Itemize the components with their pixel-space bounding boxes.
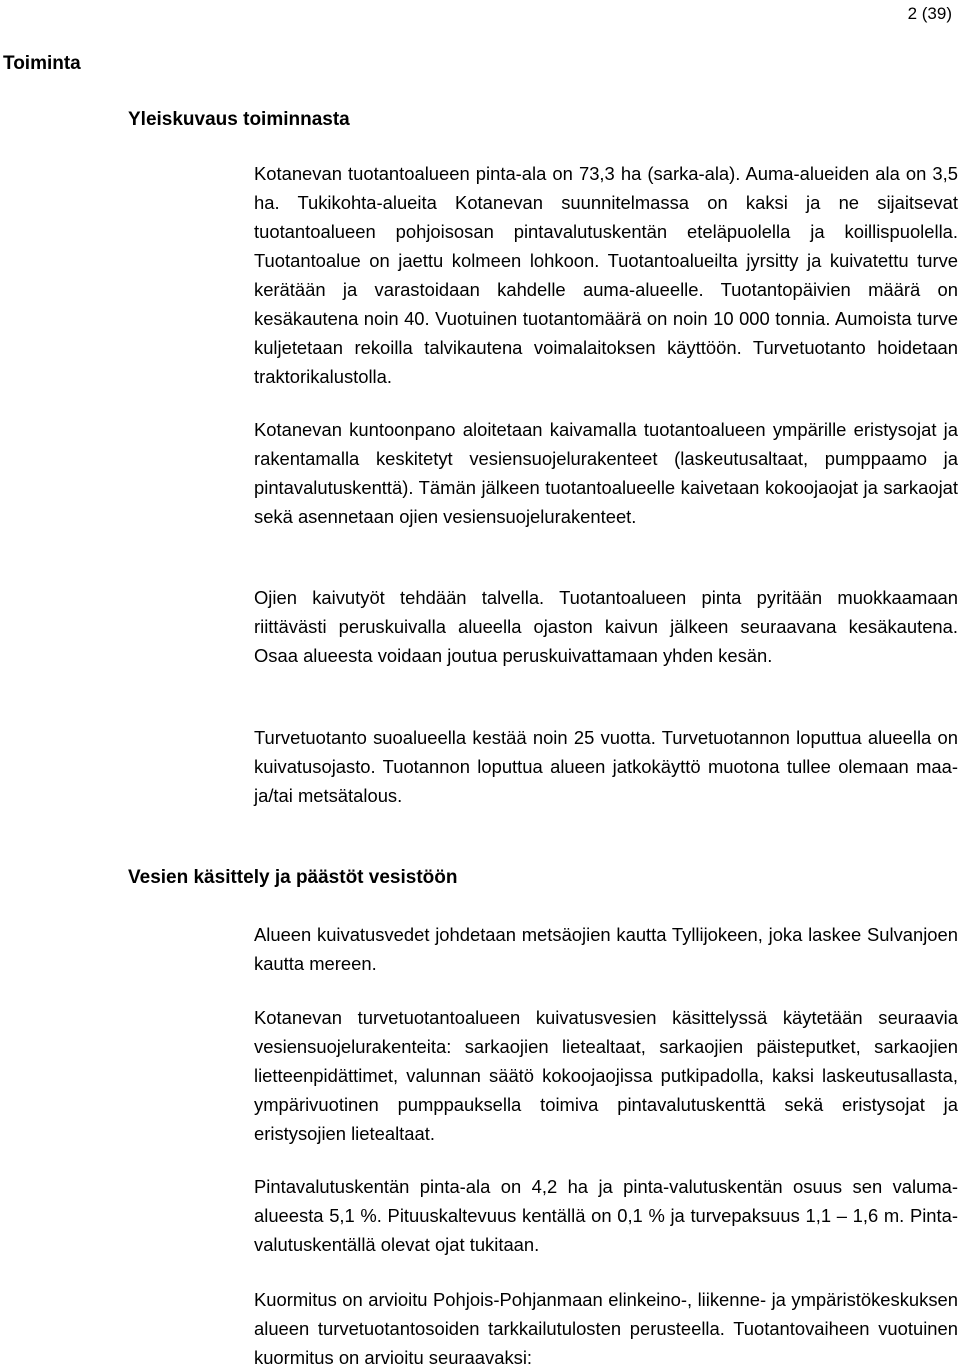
paragraph-drainage-route: Alueen kuivatusvedet johdetaan metsäojien kautta Tyllijokeen, joka laskee Sulvanjoen kautta mereen.	[254, 924, 958, 974]
section-title: Toiminta	[3, 53, 81, 74]
paragraph-area-overview: Kotanevan tuotantoalueen pinta-ala on 73,3 ha (sarka-ala). Auma-alueiden ala on 3,5 ha. Tukikohta-alueita Kotanevan suunnitelmassa on kaksi ja ne sijaitsevat tuotantoalueen pohjoisosan pintavalutuskentän eteläpuolella ja koillispuolella. Tuotantoalue on jaettu kolmeen lohkoon. Tuotantoalueilta jyrsitty ja kuivatettu turve kerätään ja varastoidaan kahdelle auma-alueelle. Tuotantopäivien määrä on kesäkautena noin 40. Vuotuinen tuotantomäärä on noin 10 000 tonnia. Aumoista turve kuljetetaan rekoilla talvikautena voimalaitoksen käyttöön. Turvetuotanto hoidetaan traktorikalustolla.	[254, 163, 958, 387]
paragraph-ditching: Ojien kaivutyöt tehdään talvella. Tuotantoalueen pinta pyritään muokkaamaan riittävästi peruskuivalla alueella ojaston kaivun jälkeen seuraavana kesäkautena. Osaa alueesta voidaan joutua peruskuivattamaan yhden kesän.	[254, 587, 958, 666]
page-number: 2 (39)	[907, 4, 952, 23]
paragraph-preparation: Kotanevan kuntoonpano aloitetaan kaivamalla tuotantoalueen ympärille eristysojat ja rakentamalla keskitetyt vesiensuojelurakenteet (laskeutusaltaat, pumppaamo ja pintavalutuskenttä). Tämän jälkeen tuotantoalueelle kaivetaan kokoojaojat ja sarkaojat sekä asennetaan ojien vesiensuojelurakenteet.	[254, 419, 958, 527]
paragraph-protection-structures: Kotanevan turvetuotantoalueen kuivatusvesien käsittelyssä käytetään seuraavia vesiensuojelurakenteita: sarkaojien lietealtaat, sarkaojien päisteputket, sarkaojien lietteenpidättimet, valunnan säätö kokoojaojissa putkipadolla, kaksi laskeutusallasta, ympärivuotinen pumppauksella toimiva pintavalutuskenttä sekä eristysojat ja eristysojien lietealtaat.	[254, 1007, 958, 1144]
paragraph-overland-flow-field: Pintavalutuskentän pinta-ala on 4,2 ha ja pinta-valutuskentän osuus sen valuma-alueesta 5,1 %. Pituuskaltevuus kentällä on 0,1 % ja turvepaksuus 1,1 – 1,6 m. Pinta-valutuskentällä olevat ojat tukitaan.	[254, 1176, 958, 1255]
subsection-heading-overview: Yleiskuvaus toiminnasta	[128, 109, 350, 130]
paragraph-load-estimate: Kuormitus on arvioitu Pohjois-Pohjanmaan elinkeino-, liikenne- ja ympäristökeskuksen alueen turvetuotantosoiden tarkkailutulosten perusteella. Tuotantovaiheen vuotuinen kuormitus on arvioitu seuraavaksi:	[254, 1289, 958, 1368]
paragraph-duration: Turvetuotanto suoalueella kestää noin 25 vuotta. Turvetuotannon loputtua alueella on kuivatusojasto. Tuotannon loputtua alueen jatkokäyttö muotona tullee olemaan maa- ja/tai metsätalous.	[254, 727, 958, 806]
subsection-heading-water-treatment: Vesien käsittely ja päästöt vesistöön	[128, 867, 458, 888]
